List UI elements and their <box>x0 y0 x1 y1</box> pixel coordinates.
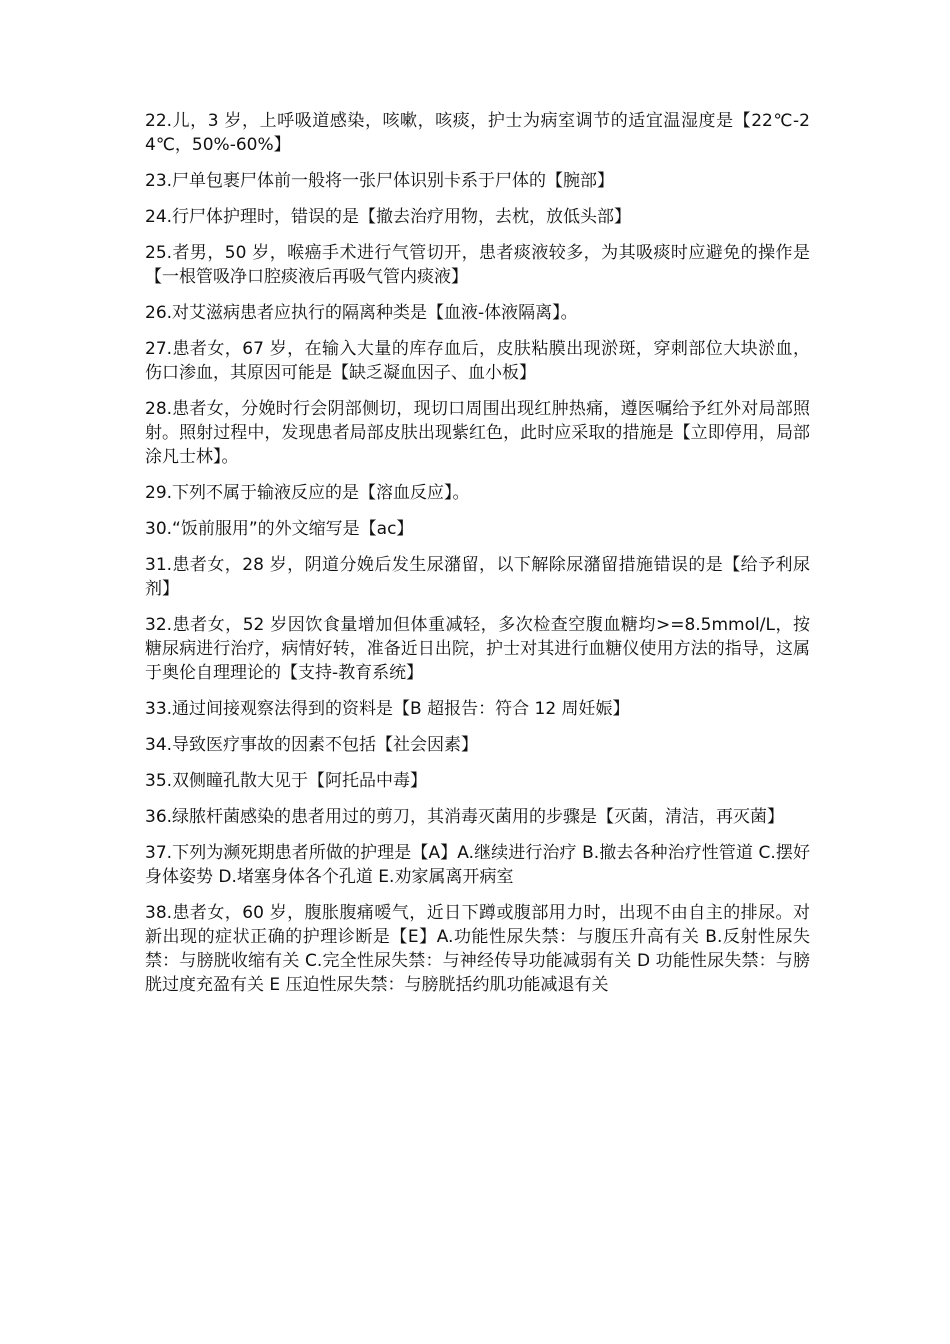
question-item-37: 37.下列为濒死期患者所做的护理是【A】A.继续进行治疗 B.撤去各种治疗性管道 C.摆好身体姿势 D.堵塞身体各个孔道 E.劝家属离开病室 <box>145 843 810 887</box>
question-item-26: 26.对艾滋病患者应执行的隔离种类是【血液-体液隔离】。 <box>145 303 578 323</box>
question-item-35: 35.双侧瞳孔散大见于【阿托品中毒】 <box>145 771 428 791</box>
question-item-22: 22.儿，3 岁，上呼吸道感染，咳嗽，咳痰，护士为病室调节的适宜温湿度是【22℃-24℃，50%-60%】 <box>145 111 810 155</box>
question-item-28: 28.患者女，分娩时行会阴部侧切，现切口周围出现红肿热痛，遵医嘱给予红外对局部照射。照射过程中，发现患者局部皮肤出现紫红色，此时应采取的措施是【立即停用，局部涂凡士林】。 <box>145 399 810 467</box>
question-item-31: 31.患者女，28 岁，阴道分娩后发生尿潴留，以下解除尿潴留措施错误的是【给予利尿剂】 <box>145 555 810 599</box>
question-item-24: 24.行尸体护理时，错误的是【撤去治疗用物，去枕，放低头部】 <box>145 207 632 227</box>
question-item-30: 30.“饭前服用”的外文缩写是【ac】 <box>145 519 414 539</box>
question-item-32: 32.患者女，52 岁因饮食量增加但体重减轻，多次检查空腹血糖均>=8.5mmol/L，按糖尿病进行治疗，病情好转，准备近日出院，护士对其进行血糖仪使用方法的指导，这属于奥伦自理理论的【支持-教育系统】 <box>145 615 810 683</box>
question-item-25: 25.者男，50 岁，喉癌手术进行气管切开，患者痰液较多，为其吸痰时应避免的操作是【一根管吸净口腔痰液后再吸气管内痰液】 <box>145 243 810 287</box>
question-item-27: 27.患者女，67 岁，在输入大量的库存血后，皮肤粘膜出现淤斑，穿刺部位大块淤血，伤口渗血，其原因可能是【缺乏凝血因子、血小板】 <box>145 339 810 383</box>
question-item-34: 34.导致医疗事故的因素不包括【社会因素】 <box>145 735 479 755</box>
question-item-38: 38.患者女，60 岁，腹胀腹痛嗳气，近日下蹲或腹部用力时，出现不由自主的排尿。对新出现的症状正确的护理诊断是【E】A.功能性尿失禁：与腹压升高有关 B.反射性尿失禁：与膀胱收缩有关 C.完全性尿失禁：与神经传导功能减弱有关 D 功能性尿失禁：与膀胱过度充盈有关 E 压迫性尿失禁：与膀胱括约肌功能减退有关 <box>145 903 810 995</box>
question-item-33: 33.通过间接观察法得到的资料是【B 超报告：符合 12 周妊娠】 <box>145 699 630 719</box>
question-item-23: 23.尸单包裹尸体前一般将一张尸体识别卡系于尸体的【腕部】 <box>145 171 615 191</box>
question-list <box>145 109 810 1009</box>
question-item-36: 36.绿脓杆菌感染的患者用过的剪刀，其消毒灭菌用的步骤是【灭菌，清洁，再灭菌】 <box>145 807 785 827</box>
question-item-29: 29.下列不属于输液反应的是【溶血反应】。 <box>145 483 470 503</box>
